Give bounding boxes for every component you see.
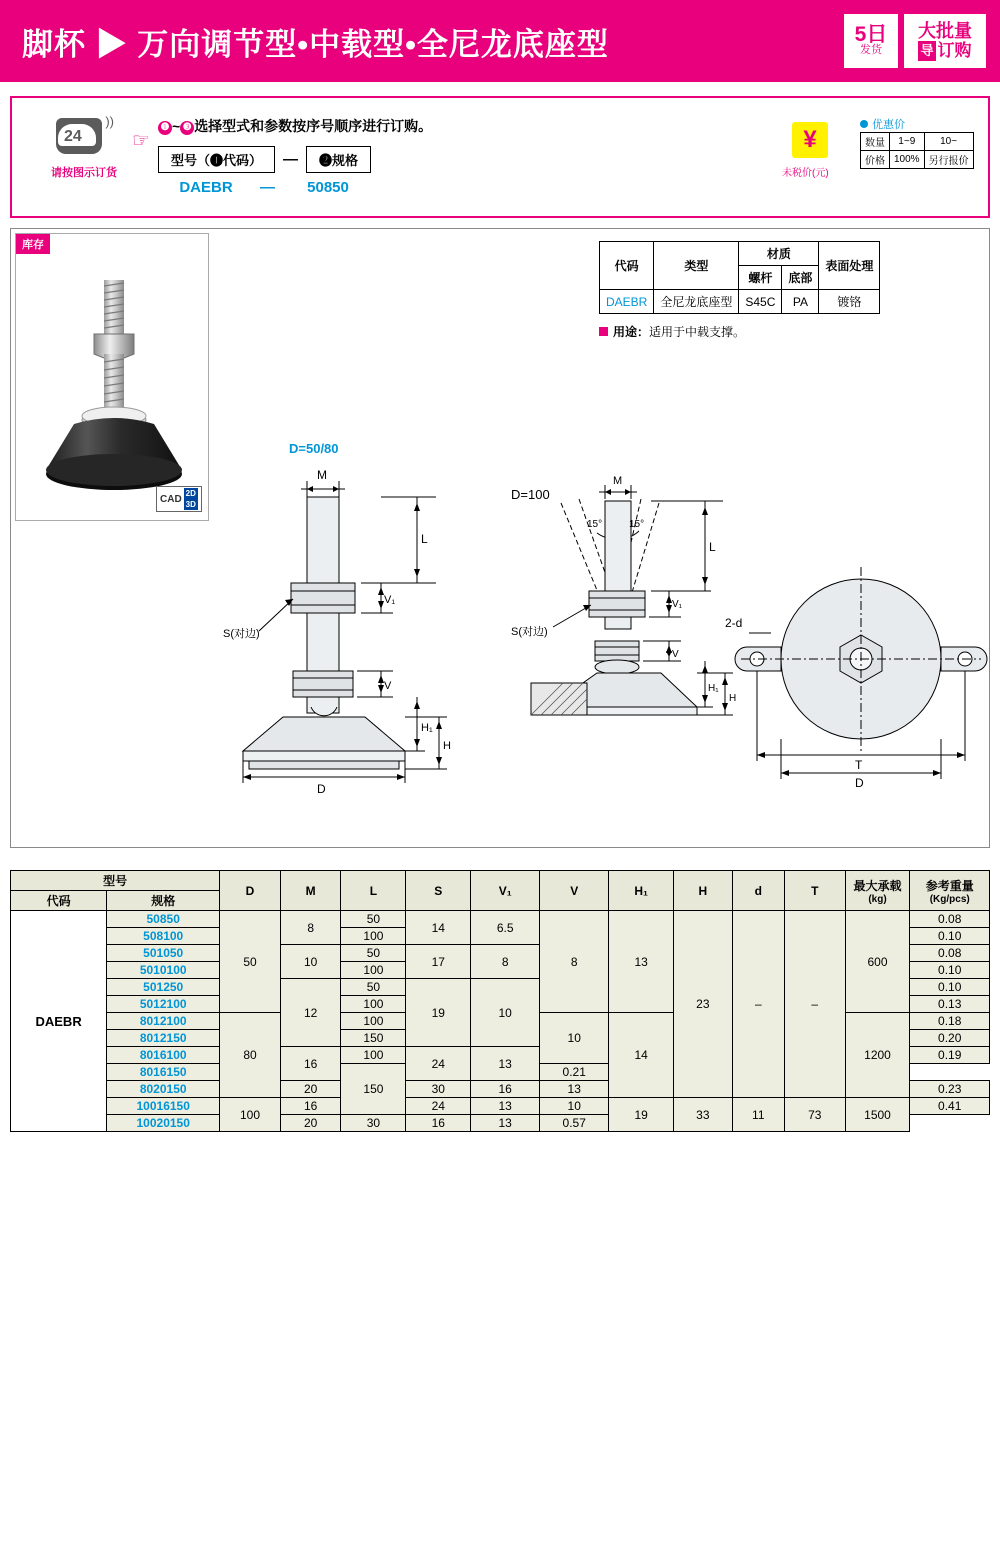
table-row (11, 1098, 990, 1115)
price-row-price (861, 151, 974, 169)
spec-row-L: 100 (341, 928, 406, 945)
spec-row-V: 10 (540, 1013, 609, 1064)
spec-row-code: 8016150 (107, 1064, 220, 1081)
drawing-front-view-d5080 (221, 459, 471, 799)
badge-5day-big: 5日 (854, 23, 888, 46)
spec-row-weight: 0.10 (910, 928, 990, 945)
material-bottom-value: PA (782, 290, 819, 314)
material-header-bottom: 底部 (782, 266, 819, 290)
label-V1-2: V₁ (672, 599, 683, 610)
spec-row-V: 10 (540, 1098, 609, 1115)
spec-row-M: 20 (280, 1081, 341, 1098)
product-photo (15, 233, 209, 521)
specification-table (10, 870, 990, 1132)
badge-5day-shipping (844, 14, 898, 68)
spec-header-weight (910, 871, 990, 911)
model-example-row (158, 179, 432, 196)
yen-icon: ¥ (792, 122, 828, 158)
spec-row-code: 50850 (107, 911, 220, 928)
spec-row-M: 8 (280, 911, 341, 945)
spec-row-D: 80 (220, 1013, 281, 1098)
spec-row-code: 8020150 (107, 1081, 220, 1098)
label-L: L (421, 532, 428, 546)
price-price-1-9: 100% (890, 151, 925, 169)
spec-row-d: 11 (732, 1098, 784, 1132)
phone-24h-label: 24 (64, 128, 82, 145)
spec-row-M: 10 (280, 945, 341, 979)
spec-row-H1: 19 (609, 1098, 674, 1132)
badge-bulk-line1: 大批量 (918, 21, 972, 41)
usage-label: 用途： (613, 325, 650, 339)
badge-bulk-order (904, 14, 986, 68)
step-number-1: ❶ (158, 121, 172, 135)
label-V-2: V (672, 649, 679, 660)
price-qty-10plus: 10~ (924, 133, 973, 151)
spec-row-V1: 13 (471, 1047, 540, 1081)
label-H: H (443, 740, 451, 752)
usage-text: 适用于中载支撑。 (649, 325, 746, 339)
label-M: M (317, 468, 327, 482)
price-price-10plus: 另行报价 (924, 151, 973, 169)
spec-row-L: 100 (341, 1047, 406, 1064)
price-row-quantity (861, 133, 974, 151)
spec-header-row-1 (11, 871, 990, 891)
spec-row-load: 1200 (845, 1013, 910, 1098)
cad-download-badge[interactable] (156, 486, 202, 512)
label-angle-1: 15° (587, 519, 603, 530)
telephone-icon (54, 112, 114, 160)
spec-row-code: 8012100 (107, 1013, 220, 1030)
spec-row-S: 17 (406, 945, 471, 979)
drawing-bottom-view (725, 559, 981, 790)
spec-row-V1: 8 (471, 945, 540, 979)
spec-header-H1: H₁ (609, 871, 674, 911)
spec-header-V: V (540, 871, 609, 911)
model-code-box: 型号（❶代码） (158, 146, 275, 173)
page-header (0, 0, 1000, 82)
spec-row-S: 30 (341, 1115, 406, 1132)
spec-row-S: 24 (406, 1047, 471, 1081)
spec-row-weight: 0.19 (910, 1047, 990, 1064)
drawing-panel (10, 228, 990, 848)
header-badges (844, 14, 986, 68)
material-surface-value: 镀铬 (819, 290, 880, 314)
label-D-2: D (855, 776, 864, 790)
spec-row-S: 30 (406, 1081, 471, 1098)
label-H1-2: H₁ (708, 683, 719, 694)
spec-row-T: 73 (784, 1098, 845, 1132)
spec-row-d: – (732, 911, 784, 1098)
label-S-2: S(对边) (511, 626, 548, 638)
label-2d: 2-d (725, 616, 743, 630)
spec-row-M: 20 (280, 1115, 341, 1132)
spec-row-weight: 0.10 (910, 962, 990, 979)
spec-row-H1: 13 (609, 911, 674, 1013)
price-price-label: 价格 (861, 151, 890, 169)
phone-order-caption: 请按图示订货 (51, 167, 117, 179)
price-qty-1-9: 1~9 (890, 133, 925, 151)
spec-header-code: 代码 (11, 891, 107, 911)
label-V1: V₁ (384, 594, 396, 606)
order-step-text (158, 116, 432, 136)
spec-row-code: 508100 (107, 928, 220, 945)
table-row (11, 911, 990, 928)
spec-row-L: 150 (341, 1064, 406, 1115)
spec-row-L: 50 (341, 911, 406, 928)
spec-row-S: 19 (406, 979, 471, 1047)
spec-row-V: 13 (471, 1115, 540, 1132)
cad-2d-label: 2D (185, 489, 196, 498)
material-screw-value: S45C (739, 290, 782, 314)
spec-row-L: 150 (341, 1030, 406, 1047)
spec-row-code: 5012100 (107, 996, 220, 1013)
badge-bulk-box: 导 (918, 41, 935, 61)
label-D: D (317, 782, 326, 796)
spec-header-model-group: 型号 (11, 871, 220, 891)
spec-header-H: H (674, 871, 733, 911)
spec-header-L: L (341, 871, 406, 911)
phone-order-block (30, 112, 138, 180)
cad-3d-label: 3D (185, 500, 196, 509)
label-L-2: L (709, 540, 716, 554)
material-type-value: 全尼龙底座型 (654, 290, 739, 314)
spec-header-d: d (732, 871, 784, 911)
order-step-desc: 选择型式和参数按序号顺序进行订购。 (194, 118, 433, 134)
label-S: S(对边) (223, 628, 260, 640)
price-qty-label: 数量 (861, 133, 890, 151)
usage-note (599, 323, 745, 340)
spec-header-M: M (280, 871, 341, 911)
spec-row-D: 50 (220, 911, 281, 1013)
badge-bulk-label: 订购 (937, 41, 972, 60)
spec-row-weight: 0.08 (910, 945, 990, 962)
spec-row-weight: 0.21 (540, 1064, 609, 1081)
spec-row-weight: 0.23 (910, 1081, 990, 1098)
spec-row-V1: 13 (471, 1098, 540, 1115)
spec-row-L: 50 (341, 979, 406, 996)
model-format-row (158, 146, 432, 173)
spec-row-V1: 16 (471, 1081, 540, 1098)
signal-waves-icon: )) (105, 114, 114, 129)
spec-header-max-load (845, 871, 910, 911)
bullet-dot-icon (860, 120, 868, 128)
spec-row-code: 10016150 (107, 1098, 220, 1115)
label-T: T (855, 758, 863, 772)
order-instruction-box (10, 96, 990, 218)
spec-row-weight: 0.08 (910, 911, 990, 928)
badge-5day-small: 发货 (860, 44, 882, 56)
spec-row-code: 501050 (107, 945, 220, 962)
material-header-surface: 表面处理 (819, 242, 880, 290)
spec-row-load: 1500 (845, 1098, 910, 1132)
spec-header-spec: 规格 (107, 891, 220, 911)
spec-row-weight: 0.10 (910, 979, 990, 996)
spec-header-T: T (784, 871, 845, 911)
material-data-row (600, 290, 880, 314)
model-example-dash: — (260, 179, 275, 196)
material-header-type: 类型 (654, 242, 739, 290)
spec-row-weight: 0.18 (910, 1013, 990, 1030)
spec-row-L: 100 (341, 1013, 406, 1030)
spec-row-L: 50 (341, 945, 406, 962)
spec-header-weight-unit: (Kg/pcs) (929, 893, 970, 905)
spec-row-code: 10020150 (107, 1115, 220, 1132)
material-header-row-1 (600, 242, 880, 266)
spec-row-M: 16 (280, 1098, 341, 1115)
spec-row-M: 12 (280, 979, 341, 1047)
spec-row-code: 8016100 (107, 1047, 220, 1064)
square-bullet-icon (599, 327, 608, 336)
model-example-spec: 50850 (307, 179, 349, 196)
label-H1: H₁ (421, 722, 433, 734)
material-table (599, 241, 880, 314)
pointing-hand-icon: ☞ (132, 130, 150, 152)
step-number-3: ❸ (180, 121, 194, 135)
material-header-material: 材质 (739, 242, 819, 266)
model-example-code: DAEBR (179, 179, 233, 196)
material-header-code: 代码 (600, 242, 654, 290)
product-photo-illustration (16, 234, 210, 522)
spec-row-V1: 10 (471, 979, 540, 1047)
spec-row-code: 5010100 (107, 962, 220, 979)
price-title (860, 116, 905, 132)
spec-row-D: 100 (220, 1098, 281, 1132)
spec-header-S: S (406, 871, 471, 911)
spec-row-weight: 0.57 (540, 1115, 609, 1132)
spec-row-H: 33 (674, 1098, 733, 1132)
spec-header-V1: V₁ (471, 871, 540, 911)
step-range-dash: ~ (172, 118, 181, 134)
spec-row-T: – (784, 911, 845, 1098)
spec-header-weight-label: 参考重量 (925, 878, 974, 893)
spec-row-L: 100 (341, 996, 406, 1013)
spec-row-code: 501250 (107, 979, 220, 996)
spec-row-H: 23 (674, 911, 733, 1098)
material-header-screw: 螺杆 (739, 266, 782, 290)
spec-row-weight: 0.41 (910, 1098, 990, 1115)
model-spec-box: ❷规格 (306, 146, 371, 173)
cad-label: CAD (160, 493, 182, 505)
stock-badge: 库存 (16, 234, 50, 254)
spec-row-V: 13 (540, 1081, 609, 1098)
label-M-2: M (613, 475, 623, 487)
price-title-label: 优惠价 (872, 119, 905, 131)
spec-header-D: D (220, 871, 281, 911)
spec-row-code: 8012150 (107, 1030, 220, 1047)
specification-table-wrap (10, 870, 990, 1132)
spec-row-M: 16 (280, 1047, 341, 1081)
spec-row-H1: 14 (609, 1013, 674, 1098)
order-steps (158, 116, 432, 196)
spec-row-load: 600 (845, 911, 910, 1013)
label-angle-2: 15° (629, 519, 645, 530)
spec-row-V1: 6.5 (471, 911, 540, 945)
page-title: 脚杯 ▶ 万向调节型•中载型•全尼龙底座型 (22, 27, 609, 62)
spec-header-max-load-unit: (kg) (868, 893, 887, 905)
label-H-2: H (729, 693, 737, 704)
spec-header-max-load-label: 最大承载 (853, 878, 902, 893)
drawing-tilt-view-d100 (501, 475, 761, 789)
spec-row-S: 24 (406, 1098, 471, 1115)
model-dash: — (283, 151, 299, 168)
drawing-label-d5080: D=50/80 (289, 441, 339, 456)
spec-code-daebr: DAEBR (11, 911, 107, 1132)
spec-row-S: 14 (406, 911, 471, 945)
label-V: V (384, 680, 392, 692)
drawing-label-d100: D=100 (511, 487, 550, 502)
spec-row-weight: 0.20 (910, 1030, 990, 1047)
spec-row-weight: 0.13 (910, 996, 990, 1013)
price-table (860, 132, 974, 169)
spec-row-V1: 16 (406, 1115, 471, 1132)
material-code-value: DAEBR (600, 290, 654, 314)
tax-note: 未税价(元) (782, 168, 829, 179)
spec-row-L: 100 (341, 962, 406, 979)
badge-bulk-line2 (918, 41, 971, 61)
spec-row-V: 8 (540, 911, 609, 1013)
